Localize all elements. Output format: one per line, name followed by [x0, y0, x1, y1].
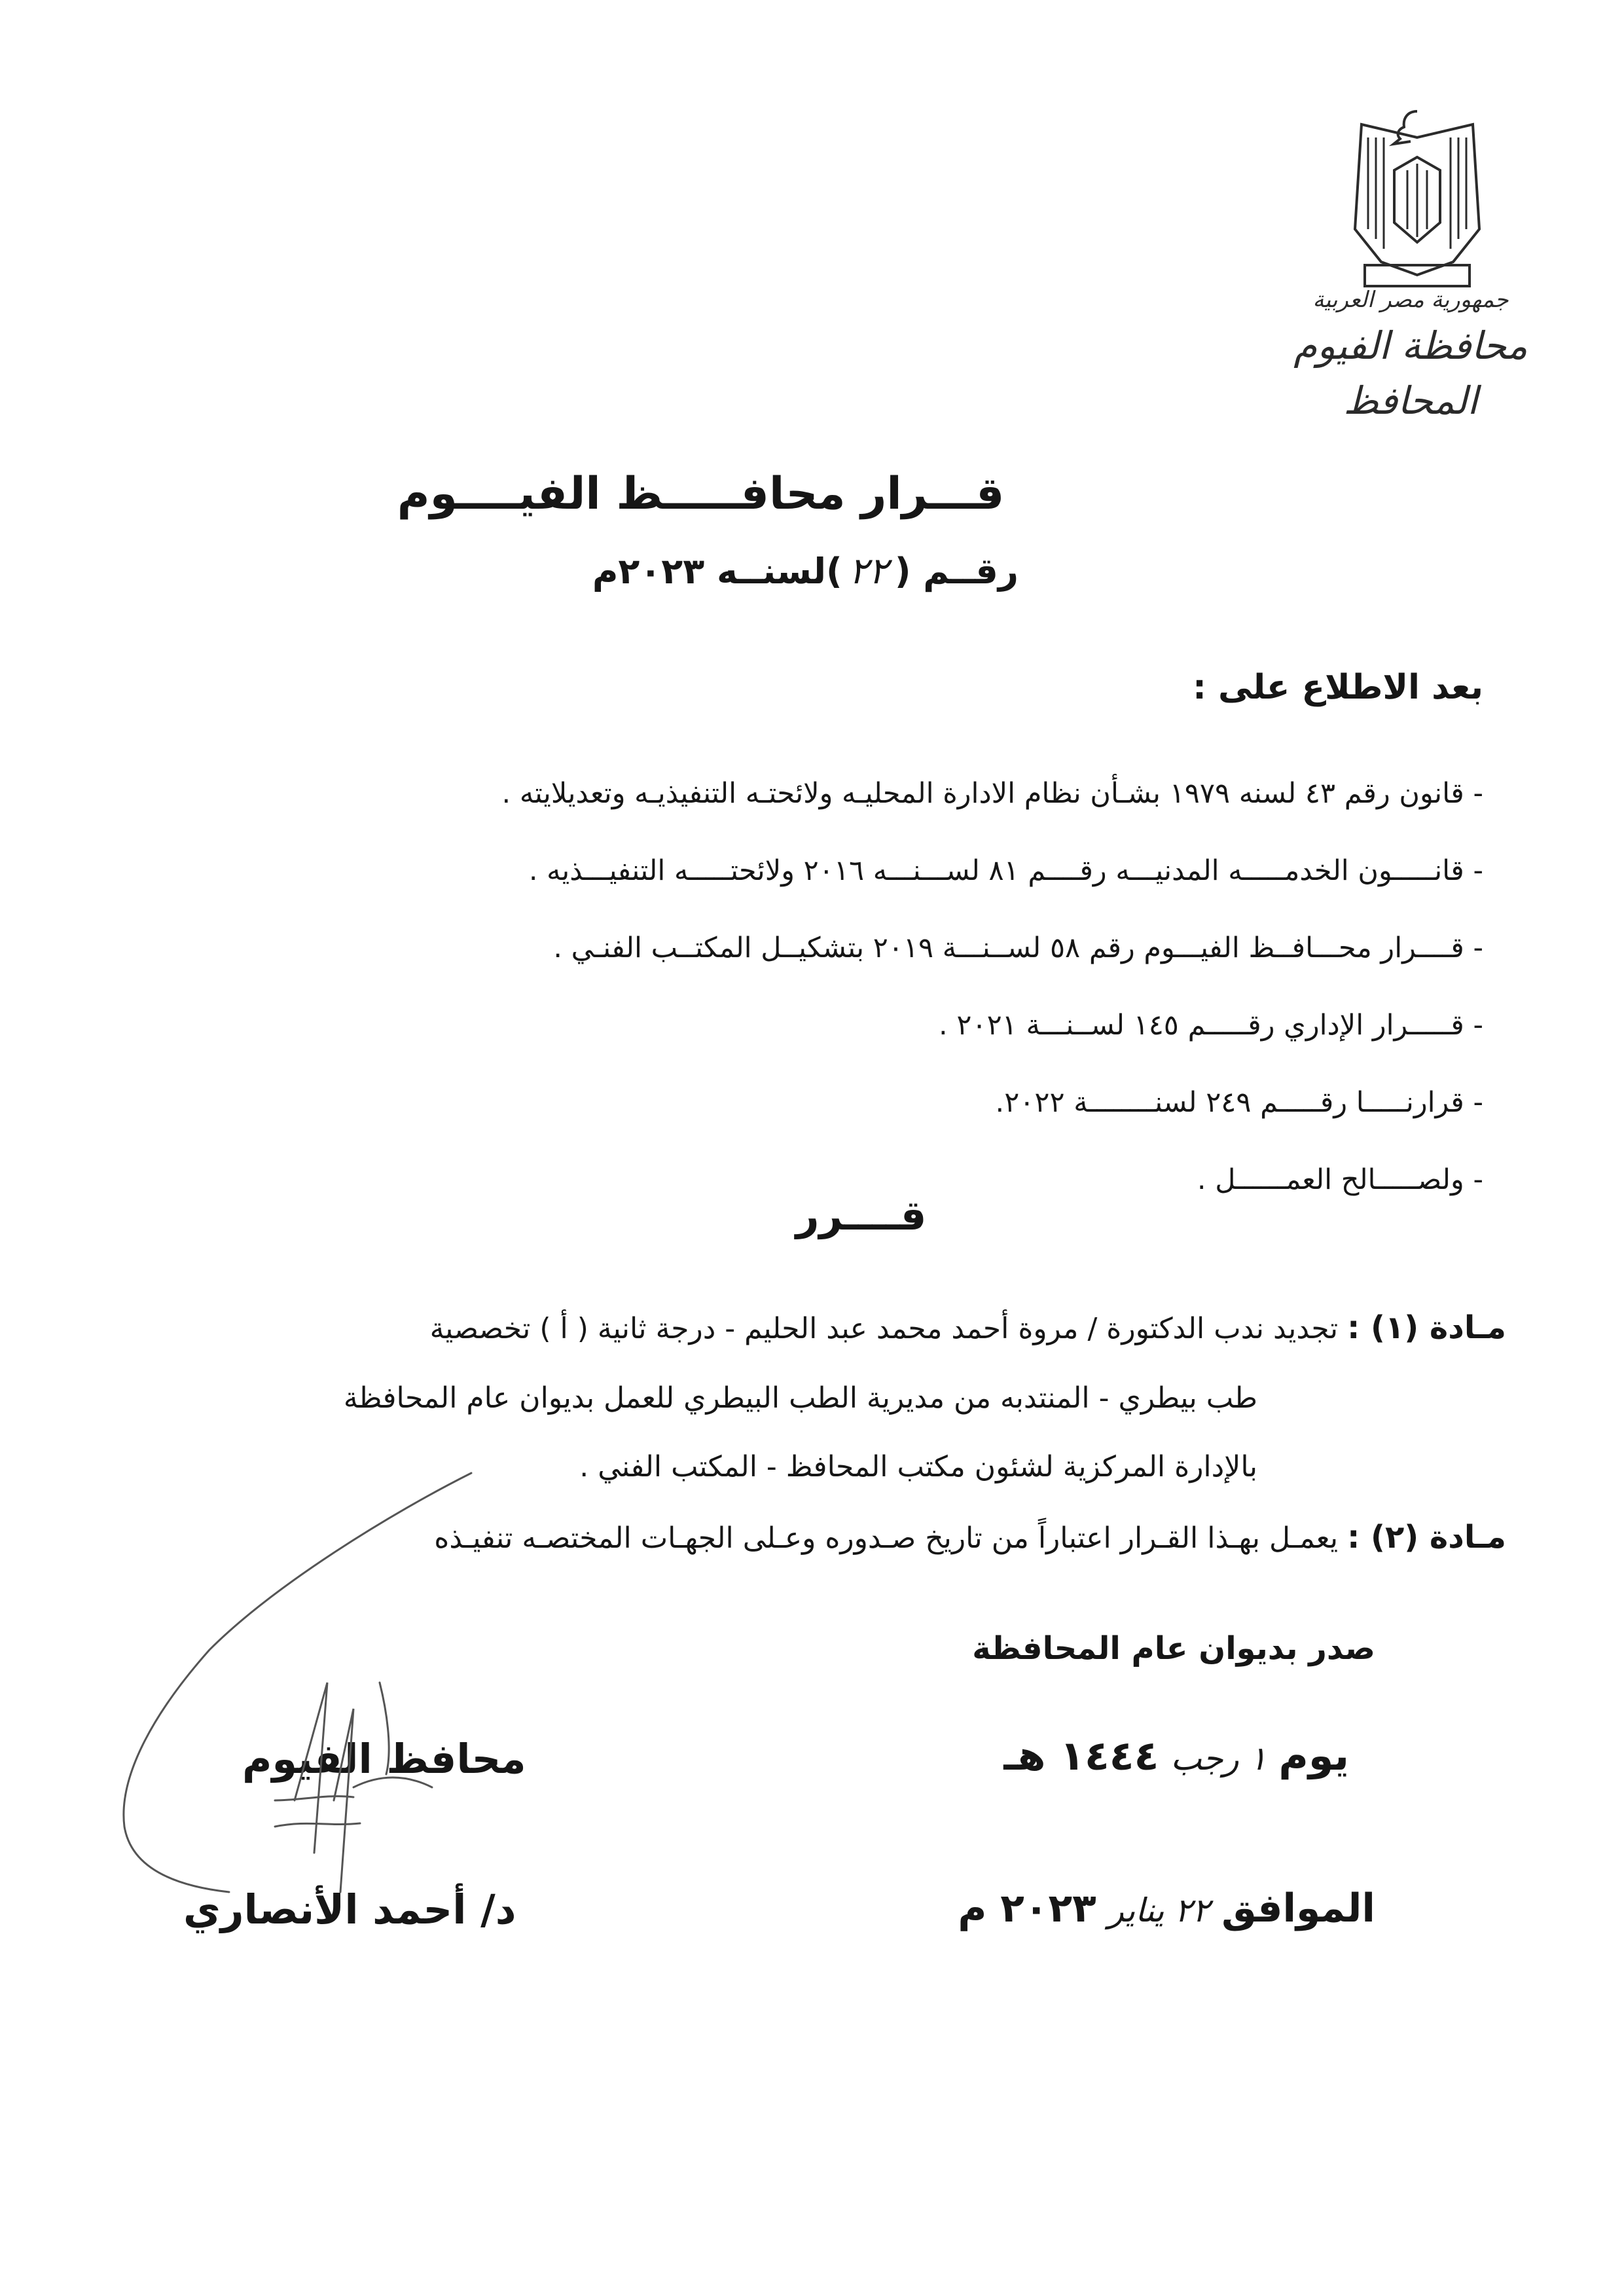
article-1 — [430, 1309, 1506, 1346]
decree-number-handwritten: ٢٢ — [848, 550, 888, 592]
list-item: - قـــــرار الإداري رقـــــم ١٤٥ لســنـــة ٢٠٢١ . — [939, 1009, 1483, 1042]
issued-at: صدر بديوان عام المحافظة — [972, 1630, 1375, 1667]
signatory-name: د/ أحمد الأنصاري — [183, 1886, 516, 1933]
letterhead-country: جمهورية مصر العربية — [1312, 287, 1509, 313]
article-2-label: مـادة (٢) : — [1347, 1519, 1506, 1556]
hijri-date — [1003, 1732, 1349, 1779]
decree-number-prefix: رقــم ( — [894, 551, 1019, 592]
greg-prefix: الموافق — [1221, 1886, 1375, 1931]
decree-number-line — [592, 550, 1019, 592]
list-item: - قــــرار محـــافــظ الفيـــوم رقم ٥٨ لســنـــة ٢٠١٩ بتشكيــل المكتــب الفنـي . — [553, 932, 1483, 964]
article-1-line-3: بالإدارة المركزية لشئون مكتب المحافظ - المكتب الفني . — [579, 1450, 1257, 1484]
considerations-list — [501, 773, 1483, 1236]
list-item: - قانـــــون الخدمـــــه المدنيـــه رقــــم ٨١ لســـنـــه ٢٠١٦ ولائحتـــــه التنفيـــذيه . — [528, 854, 1483, 887]
article-1-line-1: تجديد ندب الدكتورة / مروة أحمد محمد عبد الحليم - درجة ثانية ( أ ) تخصصية — [429, 1312, 1339, 1345]
greg-handwritten: ٢٢ يناير — [1108, 1891, 1210, 1929]
article-2-line-1: يعمـل بهـذا القـرار اعتباراً من تاريخ صـدوره وعـلى الجهـات المختصـه تنفيـذه — [434, 1522, 1339, 1555]
signature-icon — [79, 1434, 537, 1958]
decided-heading: قــــرر — [795, 1192, 927, 1239]
preamble-heading: بعد الاطلاع على : — [1193, 668, 1483, 707]
hijri-year: ١٤٤٤ هـ — [1003, 1732, 1159, 1779]
list-item: - قرارنـــــا رقـــــم ٢٤٩ لسنــــــــة ٢٠٢٢. — [995, 1086, 1483, 1119]
eagle-emblem-icon — [1335, 98, 1499, 295]
hijri-handwritten: ١ رجب — [1170, 1740, 1267, 1777]
greg-year: ٢٠٢٣ م — [958, 1886, 1096, 1931]
article-1-line-2: طب بيطري - المنتدبه من مديرية الطب البيطري للعمل بديوان عام المحافظة — [343, 1381, 1257, 1415]
decree-title: قـــرار محافـــــظ الفيــــوم — [397, 468, 1005, 520]
list-item: - ولصـــــالح العمــــــل . — [1197, 1163, 1483, 1196]
signatory-title: محافظ الفيوم — [242, 1735, 526, 1783]
article-1-label: مـادة (١) : — [1347, 1309, 1506, 1346]
letterhead-office: المحافظ — [1343, 378, 1478, 423]
list-item: - قانون رقم ٤٣ لسنه ١٩٧٩ بشـأن نظام الادارة المحليـه ولائحتـه التنفيذيـه وتعديلايته . — [501, 777, 1483, 810]
decree-number-suffix: )لسنــه ٢٠٢٣م — [592, 551, 842, 592]
article-2 — [434, 1519, 1506, 1556]
hijri-prefix: يوم — [1278, 1732, 1349, 1779]
gregorian-date — [958, 1886, 1375, 1931]
letterhead-governorate: محافظة الفيوم — [1293, 323, 1528, 368]
